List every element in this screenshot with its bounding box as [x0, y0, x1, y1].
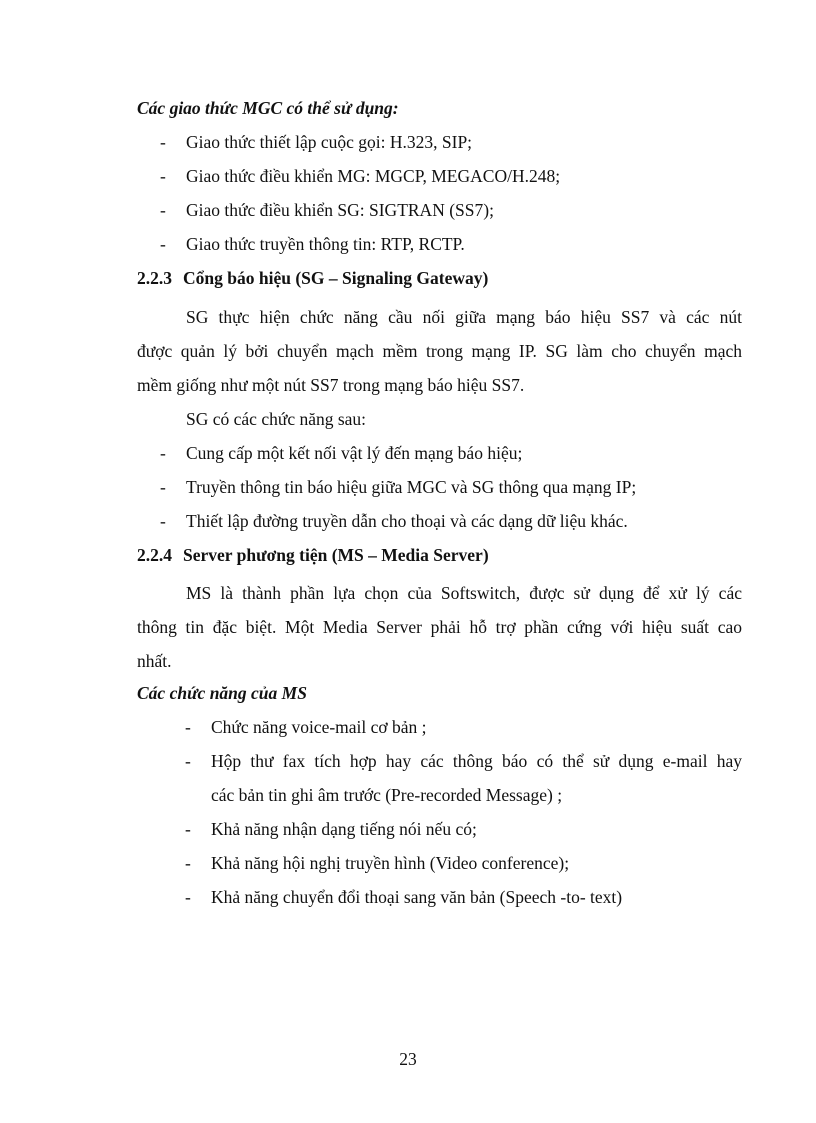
list-item [160, 198, 166, 222]
section-ms-title: Server phương tiện (MS – Media Server) [183, 545, 489, 565]
paragraph-line: MS là thành phần lựa chọn của Softswitch, được sử dụng để xử lý các [186, 583, 742, 603]
bullet-dash: - [160, 443, 166, 463]
list-item [160, 232, 166, 256]
list-item-text: Khả năng chuyển đổi thoại sang văn bản (Speech -to- text) [211, 887, 623, 907]
bullet-dash: - [160, 200, 166, 220]
bullet-dash: - [160, 477, 166, 497]
list-item-text: Truyền thông tin báo hiệu giữa MGC và SG thông qua mạng IP; [186, 477, 637, 497]
paragraph-line: mềm giống như một nút SS7 trong mạng báo hiệu SS7. [137, 375, 525, 395]
bullet-dash: - [160, 511, 166, 531]
list-item-text: Cung cấp một kết nối vật lý đến mạng báo hiệu; [186, 443, 523, 463]
list-item [160, 164, 166, 188]
bullet-dash: - [160, 234, 166, 254]
paragraph-line: nhất. [137, 651, 172, 671]
paragraph-line: thông tin đặc biệt. Một Media Server phải hỗ trợ phần cứng với hiệu suất cao [137, 617, 742, 637]
list-item-text: Giao thức truyền thông tin: RTP, RCTP. [186, 234, 465, 254]
section-sg-number: 2.2.3 [137, 268, 172, 288]
protocols-heading: Các giao thức MGC có thể sử dụng: [137, 98, 399, 118]
bullet-dash: - [160, 166, 166, 186]
list-item-text: Khả năng hội nghị truyền hình (Video conference); [211, 853, 570, 873]
list-item-text: Hộp thư fax tích hợp hay các thông báo có thể sử dụng e-mail hay [211, 751, 742, 771]
list-item-text: Chức năng voice-mail cơ bản ; [211, 717, 427, 737]
bullet-dash: - [185, 751, 191, 771]
list-item-text: Giao thức điều khiển SG: SIGTRAN (SS7); [186, 200, 494, 220]
bullet-dash: - [185, 819, 191, 839]
bullet-dash: - [185, 853, 191, 873]
list-item [160, 130, 166, 154]
section-sg-title: Cổng báo hiệu (SG – Signaling Gateway) [183, 268, 489, 288]
paragraph-line: được quản lý bởi chuyển mạch mềm trong mạng IP. SG làm cho chuyển mạch [137, 341, 742, 361]
paragraph-line: SG thực hiện chức năng cầu nối giữa mạng báo hiệu SS7 và các nút [186, 307, 742, 327]
functions-heading: Các chức năng của MS [137, 683, 307, 703]
bullet-dash: - [160, 132, 166, 152]
list-item-text: Khả năng nhận dạng tiếng nói nếu có; [211, 819, 477, 839]
list-item-text-continued: các bản tin ghi âm trước (Pre-recorded Message) ; [211, 785, 563, 805]
bullet-dash: - [185, 887, 191, 907]
list-item-text: Thiết lập đường truyền dẫn cho thoại và các dạng dữ liệu khác. [186, 511, 628, 531]
list-item-text: Giao thức thiết lập cuộc gọi: H.323, SIP; [186, 132, 473, 152]
section-sg-intro: SG có các chức năng sau: [186, 409, 367, 429]
section-ms-number: 2.2.4 [137, 545, 172, 565]
page-number: 23 [399, 1049, 417, 1069]
list-item-text: Giao thức điều khiển MG: MGCP, MEGACO/H.248; [186, 166, 561, 186]
bullet-dash: - [185, 717, 191, 737]
